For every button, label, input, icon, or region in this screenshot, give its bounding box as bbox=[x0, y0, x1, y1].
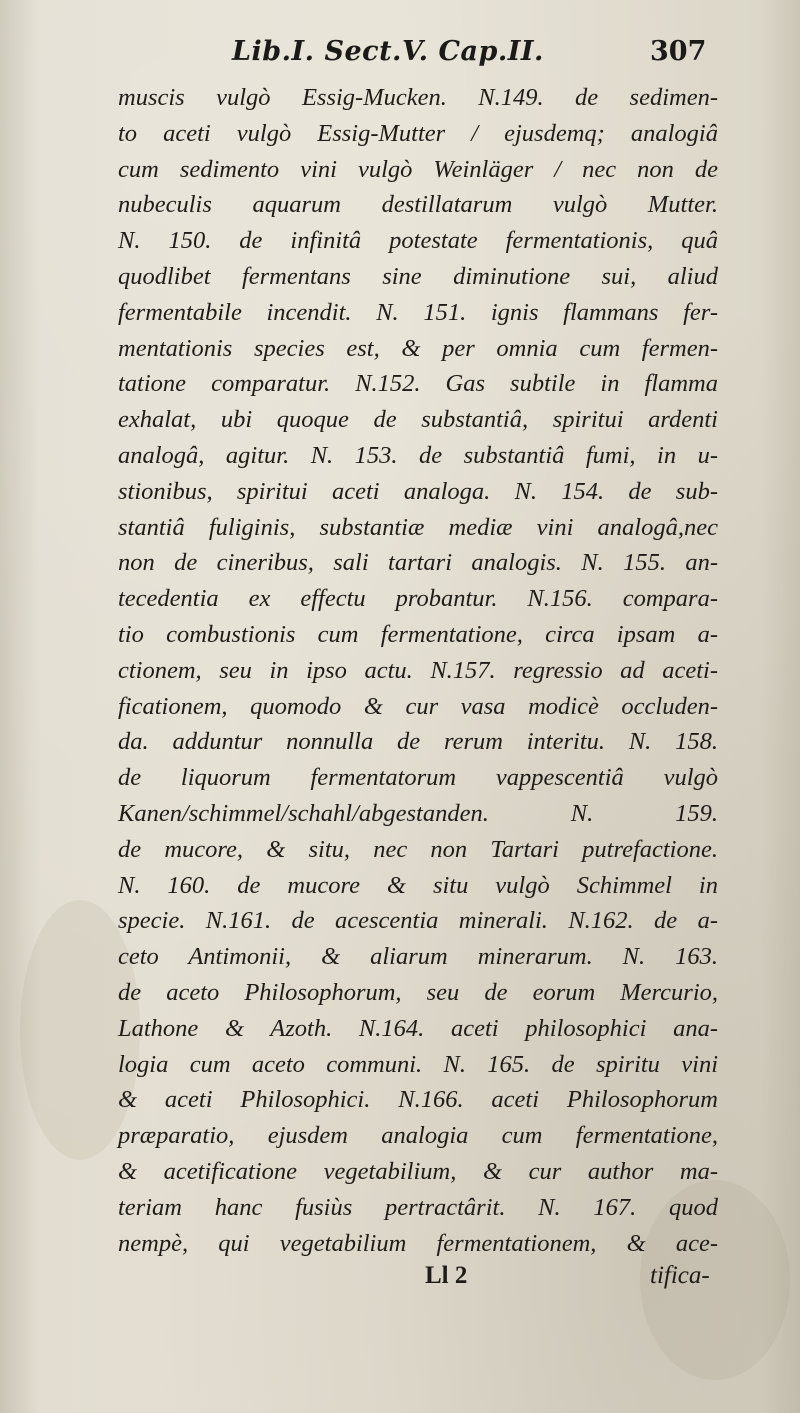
running-head: Lib.I. Sect.V. Cap.II. bbox=[232, 36, 544, 67]
text-line: analogâ, agitur. N. 153. de substantiâ fumi, in u- bbox=[118, 441, 718, 469]
text-line: & aceti Philosophici. N.166. aceti Philosophorum bbox=[118, 1086, 718, 1114]
text-line: nempè, qui vegetabilium fermentationem, & ace- bbox=[118, 1229, 718, 1257]
text-line: cum sedimento vini vulgò Weinläger / nec non de bbox=[118, 155, 718, 183]
text-line: & acetificatione vegetabilium, & cur author ma- bbox=[118, 1157, 718, 1185]
text-line: Lathone & Azoth. N.164. aceti philosophici ana- bbox=[118, 1014, 718, 1042]
text-line: de liquorum fermentatorum vappescentiâ vulgò bbox=[118, 764, 718, 792]
text-line: teriam hanc fusiùs pertractârit. N. 167. quod bbox=[118, 1193, 718, 1221]
page-header bbox=[0, 36, 800, 82]
text-line: tatione comparatur. N.152. Gas subtile in flamma bbox=[118, 370, 718, 398]
body-text bbox=[118, 80, 718, 1261]
text-line: nubeculis aquarum destillatarum vulgò Mutter. bbox=[118, 191, 718, 219]
text-line: ctionem, seu in ipso actu. N.157. regressio ad aceti- bbox=[118, 656, 718, 684]
text-line: de mucore, & situ, nec non Tartari putrefactione. bbox=[118, 835, 718, 863]
text-line: præparatio, ejusdem analogia cum fermentatione, bbox=[118, 1122, 718, 1150]
text-line: de aceto Philosophorum, seu de eorum Mercurio, bbox=[118, 978, 718, 1006]
page-number: 307 bbox=[650, 36, 707, 67]
text-line: muscis vulgò Essig-Mucken. N.149. de sedimen- bbox=[118, 84, 718, 111]
text-line: tio combustionis cum fermentatione, circa ipsam a- bbox=[118, 620, 718, 648]
text-line: stantiâ fuliginis, substantiæ mediæ vini analogâ,nec bbox=[118, 513, 718, 541]
text-line: ceto Antimonii, & aliarum minerarum. N. 163. bbox=[118, 943, 718, 971]
catchword: tifica- bbox=[650, 1262, 710, 1289]
page-footer bbox=[0, 1262, 800, 1302]
text-line: mentationis species est, & per omnia cum fermen- bbox=[118, 334, 718, 362]
text-line: da. adduntur nonnulla de rerum interitu. N. 158. bbox=[118, 728, 718, 756]
text-line: non de cineribus, sali tartari analogis. N. 155. an- bbox=[118, 549, 718, 577]
text-line: specie. N.161. de acescentia minerali. N.162. de a- bbox=[118, 907, 718, 935]
text-line: ficationem, quomodo & cur vasa modicè occluden- bbox=[118, 692, 718, 720]
text-line: exhalat, ubi quoque de substantiâ, spiritui ardenti bbox=[118, 406, 718, 434]
text-line: N. 160. de mucore & situ vulgò Schimmel in bbox=[118, 871, 718, 899]
text-line: Kanen/schimmel/schahl/abgestanden. N. 159. bbox=[118, 799, 718, 827]
text-line: fermentabile incendit. N. 151. ignis flammans fer- bbox=[118, 298, 718, 326]
text-line: logia cum aceto communi. N. 165. de spiritu vini bbox=[118, 1050, 718, 1078]
text-line: to aceti vulgò Essig-Mutter / ejusdemq; analogiâ bbox=[118, 119, 718, 147]
text-line: quodlibet fermentans sine diminutione sui, aliud bbox=[118, 262, 718, 290]
signature-mark: Ll 2 bbox=[425, 1262, 468, 1289]
text-line: stionibus, spiritui aceti analoga. N. 154. de sub- bbox=[118, 477, 718, 505]
text-line: N. 150. de infinitâ potestate fermentationis, quâ bbox=[118, 227, 718, 255]
text-line: tecedentia ex effectu probantur. N.156. compara- bbox=[118, 585, 718, 613]
